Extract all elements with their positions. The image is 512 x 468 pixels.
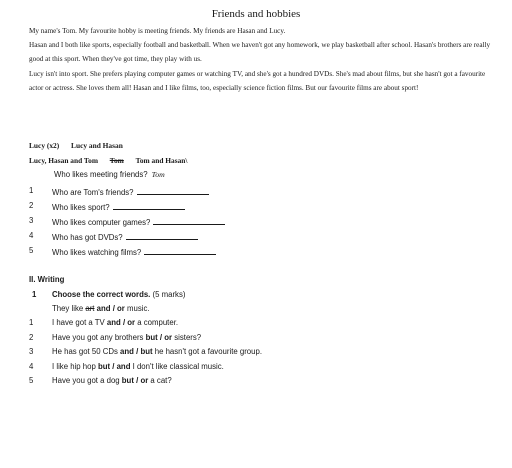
question-text: Who likes computer games? <box>52 218 151 227</box>
writing-heading: II. Writing <box>29 275 65 284</box>
choice-option-1[interactable]: but <box>121 376 134 385</box>
item-pre: I have got a TV <box>52 318 107 327</box>
choice-option-2[interactable]: or <box>164 333 173 342</box>
question-text: Who has got DVDs? <box>52 233 123 242</box>
example-question-text: Who likes meeting friends? <box>54 170 148 179</box>
item-number: 2 <box>29 333 34 342</box>
answer-options-line-1 <box>29 141 133 150</box>
item-number: 5 <box>29 376 34 385</box>
reading-text <box>29 24 494 95</box>
item-pre: I like hip hop <box>52 362 98 371</box>
choice-separator: / <box>159 333 163 342</box>
writing-section-heading <box>29 275 64 287</box>
option-tom-struck: Tom <box>109 156 124 165</box>
choice-separator: / <box>136 347 139 356</box>
item-post: he hasn't got a favourite group. <box>154 347 262 356</box>
example-option-2[interactable]: or <box>117 304 125 313</box>
choice-option-2[interactable]: but <box>140 347 153 356</box>
question-text: Who are Tom's friends? <box>52 188 134 197</box>
item-post: a cat? <box>150 376 172 385</box>
choice-option-2[interactable]: or <box>140 376 149 385</box>
paragraph-1: My name's Tom. My favourite hobby is meeting friends. My friends are Hasan and Lucy. <box>29 27 286 35</box>
page-title: Friends and hobbies <box>211 8 301 20</box>
choice-separator: / <box>112 362 115 371</box>
question-text: Who likes watching films? <box>52 248 142 257</box>
question-number: 1 <box>29 186 34 195</box>
choice-separator: / <box>136 376 139 385</box>
item-pre: Have you got any brothers <box>52 333 146 342</box>
paragraph-2: Hasan and I both like sports, especially football and basketball. When we haven't got any homework, we play basketball after school. Hasan's brothers are really good at this sport. When they've got time, they play with us. <box>29 41 491 64</box>
choice-option-2[interactable]: and <box>116 362 131 371</box>
example-struck-word: art <box>85 304 95 313</box>
answer-blank[interactable] <box>126 231 198 240</box>
question-number: 2 <box>29 201 34 210</box>
example-separator: / <box>112 304 115 313</box>
item-post: sisters? <box>174 333 202 342</box>
option-tom-hasan: Tom and Hasan\ <box>135 156 188 165</box>
item-number: 4 <box>29 362 34 371</box>
choice-option-1[interactable]: and <box>120 347 134 356</box>
answer-blank[interactable] <box>137 186 209 195</box>
item-post: a computer. <box>137 318 179 327</box>
paragraph-3: Lucy isn't into sport. She prefers playing computer games or watching TV, and she's got a hundred DVDs. She's mad about films, but she hasn't got a favourite actor or actress. She loves them all! Hasan and I like films, too, especially science fiction films. But our favourite films are about sport! <box>29 69 486 92</box>
task-instruction: Choose the correct words. <box>52 290 151 299</box>
question-number: 3 <box>29 216 34 225</box>
item-post: I don't like classical music. <box>132 362 224 371</box>
answer-blank[interactable] <box>113 201 185 210</box>
item-number: 1 <box>29 318 34 327</box>
choice-separator: / <box>122 318 126 327</box>
answer-blank[interactable] <box>144 246 216 255</box>
option-lucy-x2: Lucy (x2) <box>29 141 60 150</box>
question-number: 5 <box>29 246 34 255</box>
task-number: 1 <box>32 290 37 299</box>
option-lucy-hasan: Lucy and Hasan <box>71 141 123 150</box>
choice-option-2[interactable]: or <box>127 318 136 327</box>
choice-option-1[interactable]: but <box>145 333 158 342</box>
example-post: music. <box>127 304 150 313</box>
task-marks: (5 marks) <box>152 290 186 299</box>
answer-options-line-2 <box>29 156 197 165</box>
example-option-1[interactable]: and <box>96 304 111 313</box>
answer-blank[interactable] <box>153 216 225 225</box>
question-text: Who likes sport? <box>52 203 110 212</box>
option-lucy-hasan-tom: Lucy, Hasan and Tom <box>29 156 99 165</box>
example-answer: Tom <box>151 170 165 179</box>
item-pre: He has got 50 CDs <box>52 347 121 356</box>
question-number: 4 <box>29 231 34 240</box>
item-pre: Have you got a dog <box>52 376 122 385</box>
example-pre: They like <box>52 304 86 313</box>
choice-option-1[interactable]: and <box>106 318 121 327</box>
choice-option-1[interactable]: but <box>97 362 111 371</box>
item-number: 3 <box>29 347 34 356</box>
